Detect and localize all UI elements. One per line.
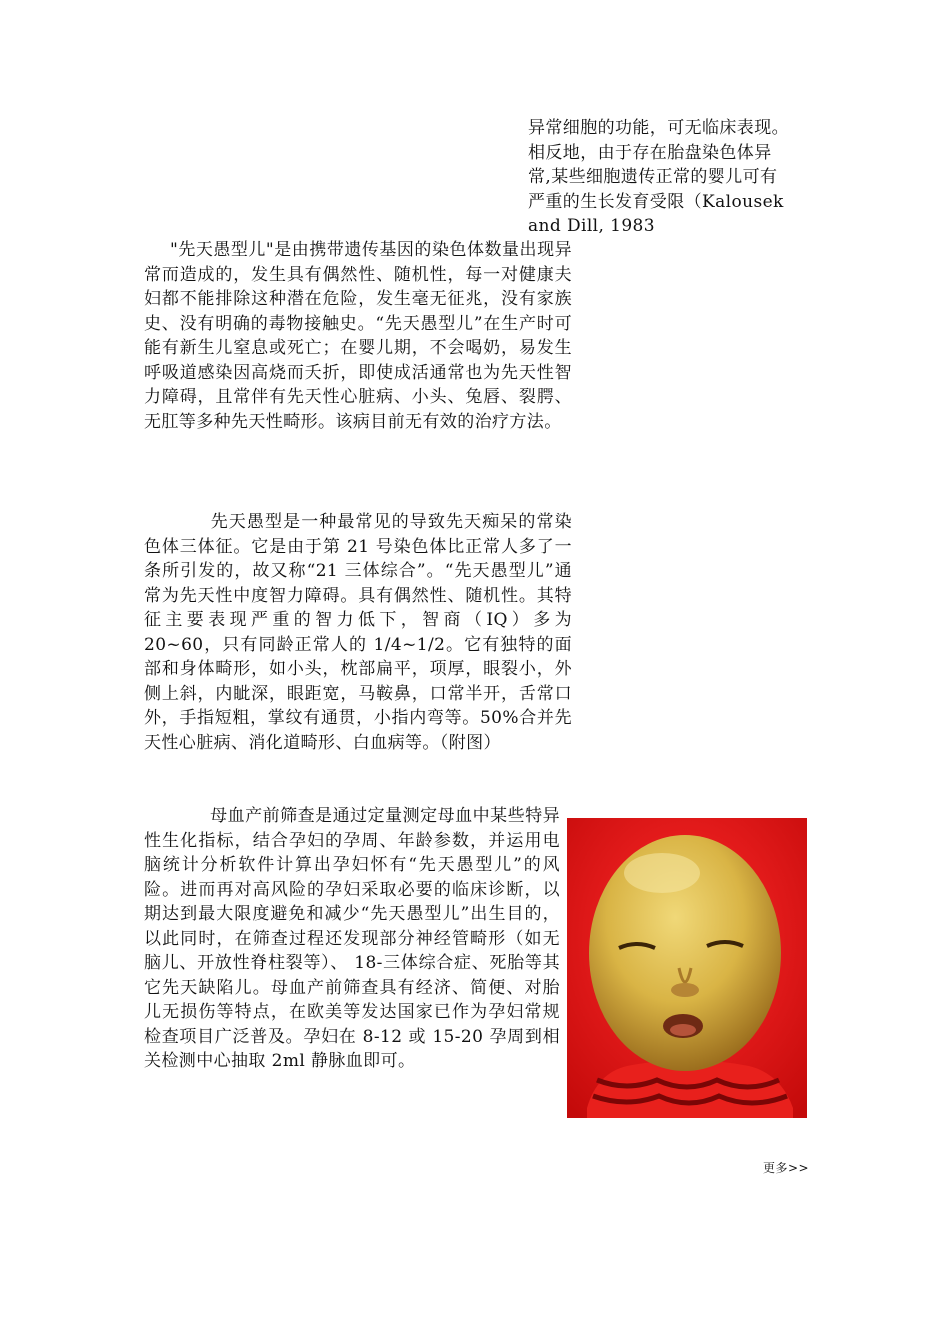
congenital-intro-paragraph <box>144 238 572 434</box>
congenital-intro-text: "先天愚型儿"是由携带遗传基因的染色体数量出现异常而造成的，发生具有偶然性、随机性，每一对健康夫妇都不能排除这种潜在危险，发生毫无征兆，没有家族史、没有明确的毒物接触史。“先天愚型儿”在生产时可能有新生儿窒息或死亡；在婴儿期，不会喝奶，易发生呼吸道感染因高烧而夭折，即使成活通常也为先天性智力障碍，且常伴有先天性心脏病、小头、兔唇、裂腭、无肛等多种先天性畸形。该病目前无有效的治疗方法。 <box>144 240 572 432</box>
infant-face-photo <box>567 818 807 1118</box>
infant-face-icon <box>567 818 807 1118</box>
screening-text: 母血产前筛查是通过定量测定母血中某些特异性生化指标，结合孕妇的孕周、年龄参数，并运用电脑统计分析软件计算出孕妇怀有“先天愚型儿”的风险。进而再对高风险的孕妇采取必要的临床诊断，以期达到最大限度避免和减少“先天愚型儿”出生目的，以此同时，在筛查过程还发现部分神经管畸形（如无脑儿、开放性脊柱裂等）、 18-三体综合症、死胎等其它先天缺陷儿。母血产前筛查具有经济、简便、对胎儿无损伤等特点，在欧美等发达国家已作为孕妇常规检查项目广泛普及。孕妇在 8-12 或 15-20 孕周到相关检测中心抽取 2ml 静脉血即可。 <box>144 806 560 1071</box>
screening-paragraph <box>144 804 560 1074</box>
continued-paragraph: 异常细胞的功能，可无临床表现。 相反地，由于存在胎盘染色体异 常,某些细胞遗传正常的婴儿可有 严重的生长发育受限（Kalousek and Dill, 1983 <box>528 118 789 236</box>
more-link[interactable]: 更多>> <box>763 1161 810 1175</box>
down-syndrome-paragraph <box>144 510 572 755</box>
down-syndrome-text: 先天愚型是一种最常见的导致先天痴呆的常染色体三体征。它是由于第 21 号染色体比正常人多了一条所引发的，故又称“21 三体综合”。“先天愚型儿”通常为先天性中度智力障碍。具有偶然性、随机性。其特征主要表现严重的智力低下，智商（IQ）多为 20~60，只有同龄正常人的 1/4~1/2。它有独特的面部和身体畸形，如小头，枕部扁平，项厚，眼裂小，外侧上斜，内眦深，眼距宽，马鞍鼻，口常半开，舌常口外，手指短粗，掌纹有通贯，小指内弯等。50%合并先天性心脏病、消化道畸形、白血病等。（附图） <box>144 512 572 753</box>
